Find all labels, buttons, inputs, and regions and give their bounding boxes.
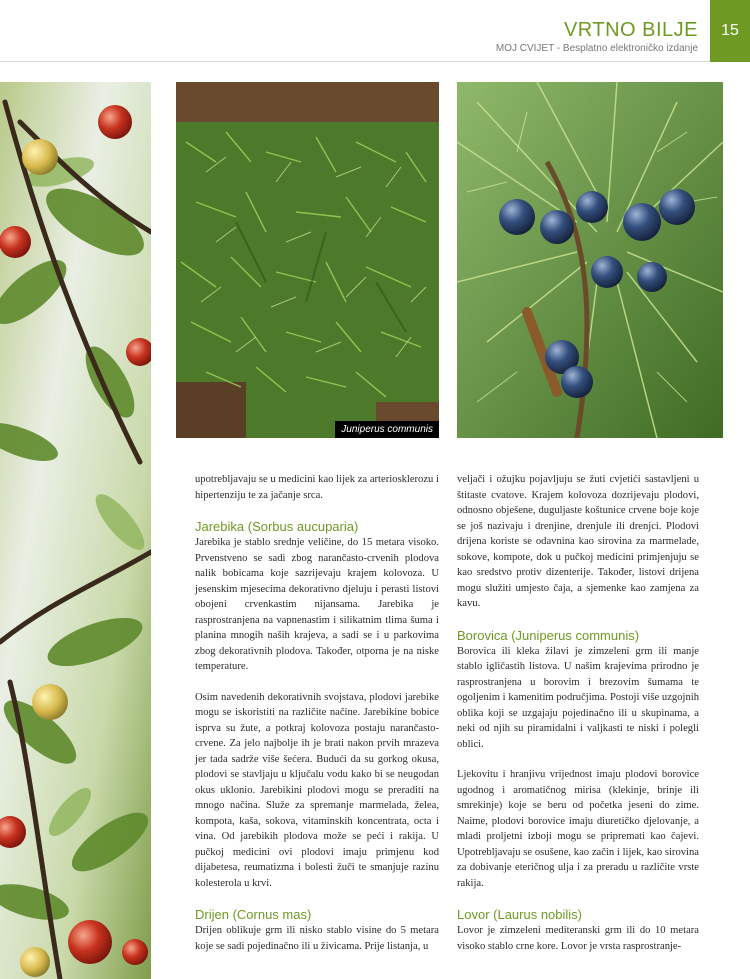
heading-jarebika: Jarebika (Sorbus aucuparia) xyxy=(195,519,359,534)
article-column-right xyxy=(457,472,699,954)
photo-juniper-berries xyxy=(457,82,723,438)
page-number: 15 xyxy=(710,0,750,62)
photo-juniper-shrub xyxy=(176,82,439,438)
page-header xyxy=(0,0,750,62)
magazine-subtitle: MOJ CVIJET - Besplatno elektroničko izdanje xyxy=(495,43,698,54)
paragraph-lovor-1: Lovor je zimzeleni mediteranski grm ili do 10 metara visoko stablo crne kore. Lovor je vrsta rasprostranje- xyxy=(457,925,699,952)
paragraph-drijen-1: Drijen oblikuje grm ili nisko stablo visine do 5 metara koje se sadi pojedinačno ili u živicama. Prije listanja, u xyxy=(195,925,439,952)
section-title: VRTNO BILJE xyxy=(563,19,698,41)
paragraph-jarebika-1: Jarebika je stablo srednje veličine, do 15 metara visoko. Prvenstveno se sadi zbog narančasto-crvenih plodova nalik bobicama koje sazrijevaju krajem kolovoza. U jesenskim mjesecima dekorativno djeluju i perasti listovi obojeni crvenkastim nijansama. Jarebika je rasprostranjena na vapnenastim i silikatnim tlima šuma i planina mnogih naših krajeva, a sadi se i u parkovima zbog dekorativnih plodova. Također, otporna je na niske temperature. xyxy=(195,537,439,672)
article-column-left xyxy=(195,472,439,954)
paragraph-drijen-continued: veljači i ožujku pojavljuju se žuti cvjetići sastavljeni u štitaste cvatove. Krajem kolovoza dozrijevaju plodovi, odnosno obješene, duguljaste koštunice crvene boje koje se još nazivaju i drenjine, drenjule ili drenjci. Plodovi drijena koriste se odavnina kao sirovina za marmelade, sokove, kompote, dok u pučkoj medicini primjenjuju se kao sredstvo protiv dizenterije. Također, listovi drijena mogu služiti umjesto čaja, a sjemenke kao zamjena za kavu. xyxy=(457,474,699,609)
heading-lovor: Lovor (Laurus nobilis) xyxy=(457,907,583,922)
photo-caption: Juniperus communis xyxy=(335,421,439,438)
side-photo-cornus-branch xyxy=(0,82,151,979)
heading-drijen: Drijen (Cornus mas) xyxy=(195,907,312,922)
heading-borovica: Borovica (Juniperus communis) xyxy=(457,627,640,643)
paragraph-jarebika-2: Osim navedenih dekorativnih svojstava, plodovi jarebike mogu se iskoristiti na različite načine. Jarebikine bobice isprva su žute, a potkraj kolovoza postaju narančasto-crvene. Za jelo najbolje ih je brati nakon prvih mrazeva jer tada sadrže više šećera. Budući da su gorkog okusa, plodovi se stavljaju u ključalu vodu kako bi se neugodan okus uklonio. Jarebikini plodovi mogu se preraditi na mnogo načina. Služe za spremanje marmelada, želea, kompota, kaša, sokova, vitaminskih koncentrata, octa i vina. Od jarebikih plodova može se peći i rakija. U pučkoj medicini ovi plodovi imaju primjenu kod dijabetesa, reumatizma i bolesti žuči te smanjuje razinu kolesterola u krvi. xyxy=(195,691,439,889)
paragraph-borovica-2: Ljekovitu i hranjivu vrijednost imaju plodovi borovice ugodnog i aromatičnog mirisa (klekinje, brinje ili smrekinje) koje se beru od početka jeseni do zime. Naime, plodovi borovice imaju diuretičko djelovanje, a mladi proljetni izboji mogu se pripremati kao čajevi. Upotrebljavaju se osušene, kao začin i lijek, kao sirovina za dobivanje eteričnog ulja i za preradu u različite vrste rakija. xyxy=(457,769,699,889)
paragraph-borovica-1: Borovica ili kleka žilavi je zimzeleni grm ili manje stablo igličastih listova. U našim krajevima prirodno je rasprostranjena u borovim i brezovim šumama te ogoljenim i kamenitim područjima. Postoji više uzgojnih oblika koji se uzgajaju pojedinačno ili u skupinama, a neki od njih su piramidalni i valjkasti te niski i polegli oblici. xyxy=(457,645,699,750)
article-intro-paragraph: upotrebljavaju se u medicini kao lijek za arteriosklerozu i hipertenziju te za jačanje srca. xyxy=(195,474,439,501)
header-divider xyxy=(0,61,710,62)
